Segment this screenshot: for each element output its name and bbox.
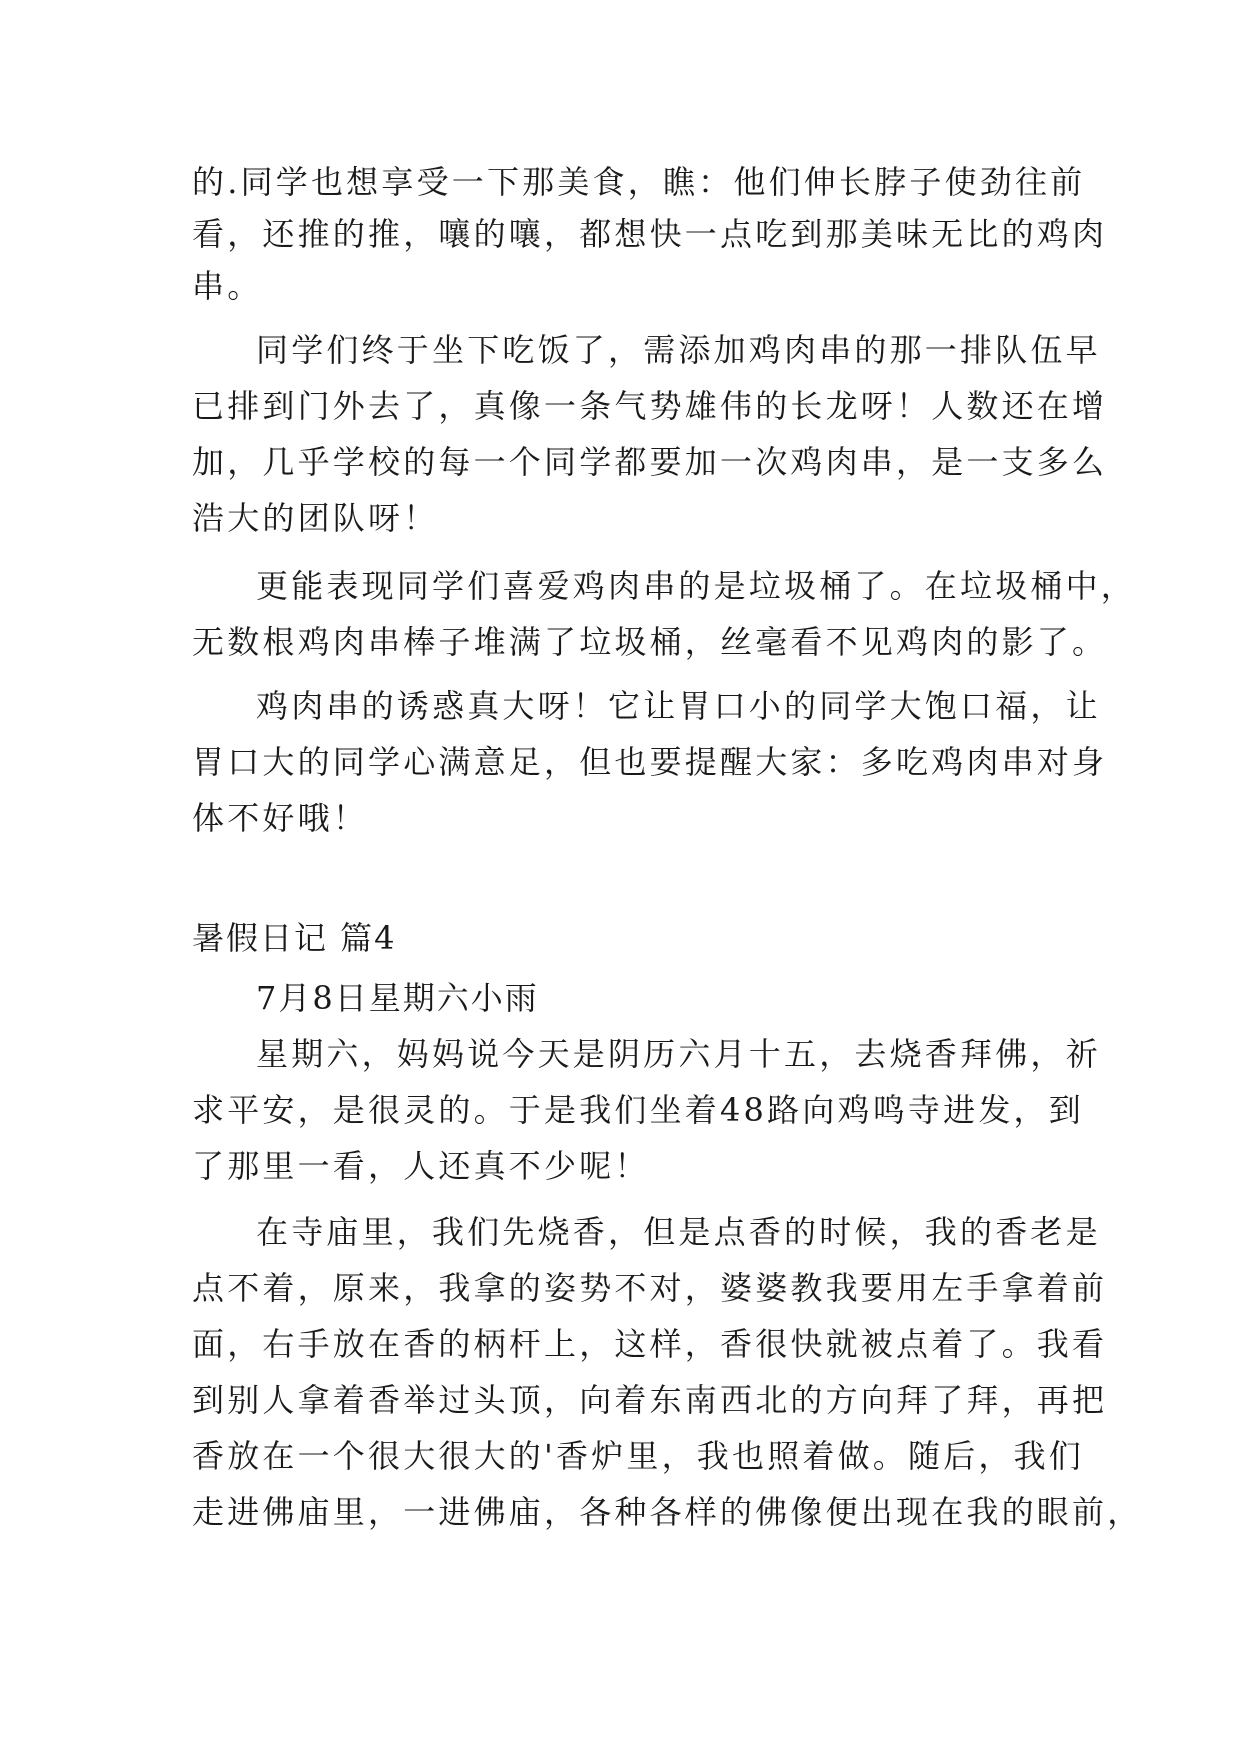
- text-line: 串。: [192, 267, 263, 305]
- section-heading: 暑假日记 篇4: [192, 919, 397, 957]
- paragraph-first-line: 在寺庙里，我们先烧香，但是点香的时候，我的香老是: [256, 1213, 1101, 1251]
- text-line: 体不好哦！: [192, 799, 369, 837]
- text-line: 加，几乎学校的每一个同学都要加一次鸡肉串，是一支多么: [192, 443, 1108, 481]
- text-line: 无数根鸡肉串棒子堆满了垃圾桶，丝毫看不见鸡肉的影了。: [192, 623, 1108, 661]
- text-line: 香放在一个很大很大的'香炉里，我也照着做。随后，我们: [192, 1437, 1084, 1475]
- text-line: 胃口大的同学心满意足，但也要提醒大家：多吃鸡肉串对身: [192, 743, 1108, 781]
- paragraph-first-line: 星期六，妈妈说今天是阴历六月十五，去烧香拜佛，祈: [256, 1035, 1101, 1073]
- text-line: 看，还推的推，嚷的嚷，都想快一点吃到那美味无比的鸡肉: [192, 215, 1108, 253]
- text-line: 的.同学也想享受一下那美食，瞧：他们伸长脖子使劲往前: [192, 163, 1086, 201]
- paragraph-first-line: 鸡肉串的诱惑真大呀！它让胃口小的同学大饱口福，让: [256, 687, 1101, 725]
- text-line: 点不着，原来，我拿的姿势不对，婆婆教我要用左手拿着前: [192, 1269, 1108, 1307]
- text-line: 已排到门外去了，真像一条气势雄伟的长龙呀！人数还在增: [192, 387, 1108, 425]
- text-line: 面，右手放在香的柄杆上，这样，香很快就被点着了。我看: [192, 1325, 1108, 1363]
- text-line: 到别人拿着香举过头顶，向着东南西北的方向拜了拜，再把: [192, 1381, 1108, 1419]
- text-line: 求平安，是很灵的。于是我们坐着48路向鸡鸣寺进发，到: [192, 1091, 1084, 1129]
- text-line: 浩大的团队呀！: [192, 499, 439, 537]
- text-line: 了那里一看，人还真不少呢！: [192, 1147, 650, 1185]
- paragraph-first-line: 更能表现同学们喜爱鸡肉串的是垃圾桶了。在垃圾桶中，: [256, 567, 1137, 605]
- diary-date: 7月8日星期六小雨: [256, 979, 539, 1017]
- text-line: 走进佛庙里，一进佛庙，各种各样的佛像便出现在我的眼前，: [192, 1493, 1143, 1531]
- paragraph-first-line: 同学们终于坐下吃饭了，需添加鸡肉串的那一排队伍早: [256, 331, 1101, 369]
